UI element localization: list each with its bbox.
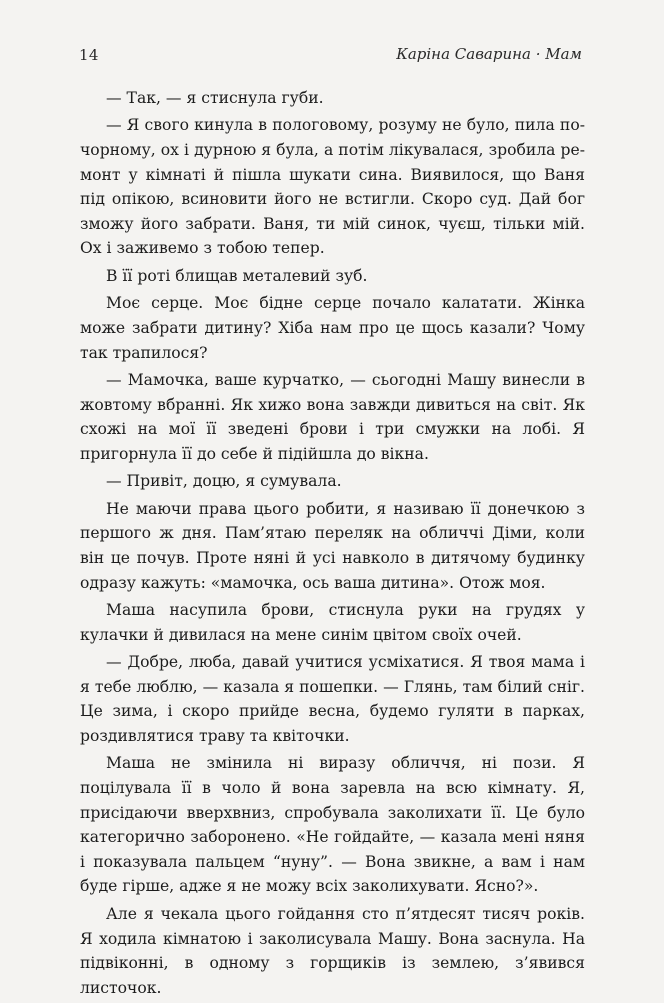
body-text <box>80 86 585 1003</box>
paragraph: — Мамочка, ваше курчатко, — сьогодні Машу винесли в жовтому вбранні. Як хижо вона завжди дивиться на світ. Як схожі на мої її зведені брови і три смужки на лобі. Я пригорнула її до себе й підійшла до вікна. <box>80 371 585 463</box>
paragraph: Маша насупила брови, стиснула руки на грудях у кулачки й дивилася на мене синім цвітом своїх очей. <box>80 601 585 644</box>
paragraph: — Привіт, доцю, я сумувала. <box>106 472 342 491</box>
paragraph: — Так, — я стиснула губи. <box>106 89 324 107</box>
page-number: 14 <box>79 46 99 64</box>
paragraph: Але я чекала цього гойдання сто п’ятдесят тисяч років. Я ходила кімнатою і заколисувала Машу. Вона заснула. На підвіконні, в одному з горщиків із землею, з’явився листочок. <box>80 904 585 997</box>
paragraph: — Добре, люба, давай учитися усміхатися. Я твоя мама і я тебе люблю, — казала я пошепки. — Глянь, там білий сніг. Це зима, і скоро прийде весна, будемо гуляти в парках, роздивлятися траву та квіточки. <box>80 653 585 745</box>
running-head: Каріна Саварина · Мам <box>396 45 582 63</box>
paragraph: Не маючи права цього робити, я називаю її донечкою з першого ж дня. Пам’ятаю переляк на обличчі Діми, коли він це почув. Проте няні й усі навколо в дитячому будинку одразу кажуть: «мамочка, ось ваша дитина». Отож моя. <box>80 499 585 592</box>
paragraph: Маша не змінила ні виразу обличчя, ні пози. Я поцілувала її в чоло й вона заревла на всю кімнату. Я, присідаючи вверхвниз, спробувала заколихати її. Це було категорично заборонено. «Не гойдайте, — казала мені няня і показувала пальцем “нуну”. — Вона звикне, а вам і нам буде гірше, адже я не можу всіх заколихувати. Ясно?». <box>80 754 585 896</box>
paragraph: — Я свого кинула в пологовому, розуму не було, пила почорному, ох і дурною я була, а потім лікувалася, зробила ремонт у кімнаті й пішла шукати сина. Виявилося, що Ваня під опікою, всиновити його не встигли. Скоро суд. Дай бог зможу його забрати. Ваня, ти мій синок, чуєш, тільки мій. Ох і заживемо з тобою тепер. <box>80 116 585 258</box>
paragraph: В її роті блищав металевий зуб. <box>106 266 368 285</box>
paragraph: Моє серце. Моє бідне серце почало калатати. Жінка може забрати дитину? Хіба нам про це щось казали? Чому так трапилося? <box>80 294 585 362</box>
